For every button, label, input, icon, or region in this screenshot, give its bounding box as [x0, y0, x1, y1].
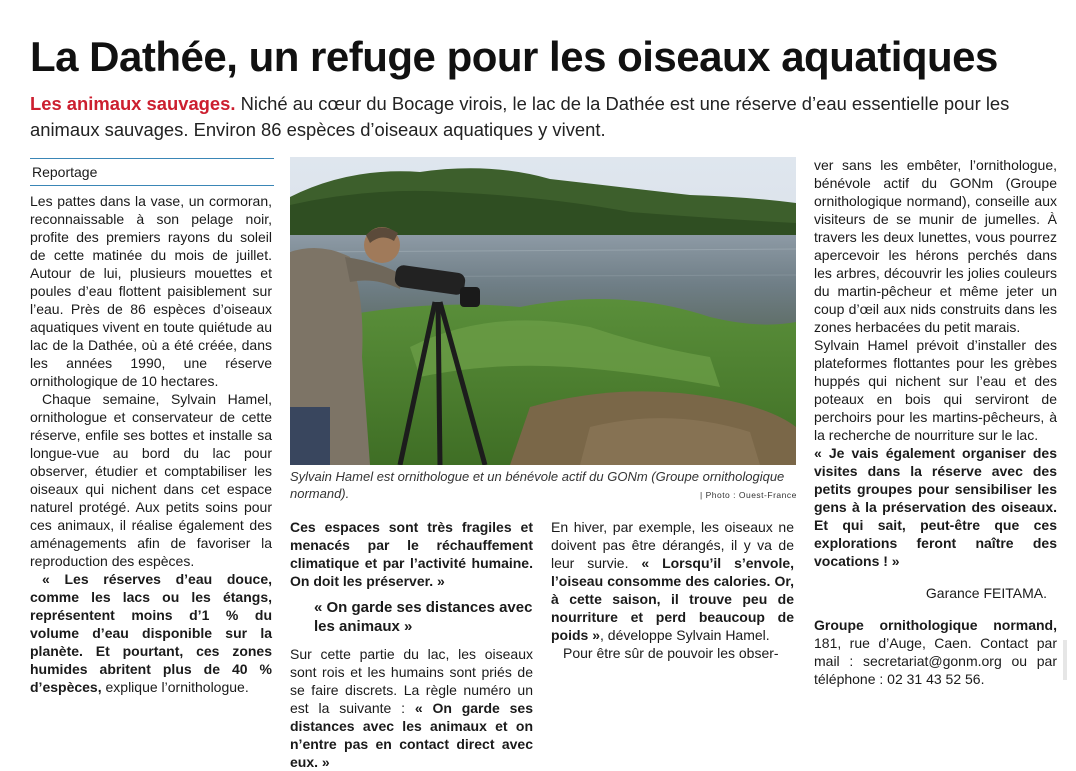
photo-credit: | Photo : Ouest-France: [700, 490, 797, 500]
article-column-3: [551, 518, 794, 662]
standfirst: [30, 91, 1050, 143]
contact-info: [814, 616, 1057, 688]
contact-details: 181, rue d’Auge, Caen. Contact par mail : secretariat@gonm.org ou par téléphone : 02 31 43 52 56.: [814, 635, 1057, 687]
quote-calories: « Lorsqu’il s’envole, l’oiseau consomme des calories. Or, à cette saison, il trouve peu de nourriture et perd beaucoup de poids »: [551, 555, 795, 643]
quote-fragile: Ces espaces sont très fragiles et menacés par le réchauffement climatique et par l’activité humaine. On doit les préserver. »: [290, 519, 533, 589]
photo-caption: Sylvain Hamel est ornithologue et un bénévole actif du GONm (Groupe ornithologique normand).: [290, 469, 785, 501]
article-column-2: [290, 518, 533, 771]
author-signature: Garance FEITAMA.: [925, 585, 1047, 601]
paragraph-4-end: , développe Sylvain Hamel.: [600, 627, 770, 643]
quote-reserves: « Les réserves d’eau douce, comme les lacs ou les étangs, représentent moins d’1 % du volume d’eau disponible sur la planète. Et pourtant, ces zones humides abritent plus de 40 % d’espèces,: [30, 571, 272, 695]
article-photo: [290, 157, 796, 465]
paragraph-5: Pour être sûr de pouvoir les obser-: [563, 645, 779, 661]
standfirst-kicker: Les animaux sauvages.: [30, 93, 236, 114]
quote-visites: « Je vais également organiser des visites dans la réserve avec des petits groupes pour sensibiliser les gens à la préservation des oiseaux. Et qui sait, peut-être que ces explorations feront naître des vocations ! »: [814, 445, 1057, 569]
intertitle: « On garde ses distances avec les animaux »: [314, 599, 533, 635]
paragraph-5-continued: ver sans les embêter, l’ornithologue, bénévole actif du GONm (Groupe ornithologique normand), conseille aux visiteurs de se munir de jumelles. À travers les deux lunettes, vous pourrez apercevoir les hérons perchés dans les arbres, découvrir les jolies couleurs du martin-pêcheur et même jeter un coup d’œil aux nids construits dans les zones herbacées du petit marais.: [814, 157, 1057, 335]
headline: La Dathée, un refuge pour les oiseaux aquatiques: [30, 33, 998, 80]
article-column-1: [30, 192, 272, 696]
paragraph-3: [30, 570, 272, 696]
paragraph-6: Sylvain Hamel prévoit d’installer des plateformes flottantes pour les grèbes huppés qui nichent sur l’eau et des poteaux en bois qui serviront de perchoirs pour les martins-pêcheurs, à la recherche de nourriture sur le lac.: [814, 337, 1057, 443]
standfirst-text: Niché au cœur du Bocage virois, le lac de la Dathée est une réserve d’eau essentielle pour les animaux sauvages. Environ 86 espèces d’oiseaux aquatiques y vivent.: [30, 93, 1010, 140]
paragraph-4-text: Sur cette partie du lac, les oiseaux sont rois et les humains sont priés de se faire discrets. La règle numéro un est la suivante :: [290, 646, 533, 716]
paragraph-2: Chaque semaine, Sylvain Hamel, ornithologue et conservateur de cette réserve, enfile ses bottes et installe sa longue-vue au bord du lac pour observer, étudier et comptabiliser les oiseaux qui nichent dans cet espace naturel protégé. Aux petits soins pour ces animaux, il réalise également des aménagements afin de favoriser la reproduction des espèces.: [30, 391, 272, 569]
section-label: Reportage: [30, 158, 274, 186]
page-edge-mark: [1063, 640, 1067, 680]
lake-photo-illustration: [290, 157, 796, 465]
contact-org: Groupe ornithologique normand,: [814, 617, 1057, 633]
paragraph-4-cont: En hiver, par exemple, les oiseaux ne doivent pas être dérangés, il y va de leur survie.: [551, 519, 794, 571]
paragraph-1: Les pattes dans la vase, un cormoran, reconnaissable à son pelage noir, profite des premiers rayons du soleil de cette matinée du mois de juillet. Autour de lui, plusieurs mouettes et poules d’eau flottent paisiblement sur l’eau. Près de 86 espèces d’oiseaux aquatiques vivent en toute quiétude au lac de la Dathée, où a été créée, dans les années 1990, une réserve ornithologique de 10 hectares.: [30, 193, 272, 389]
paragraph-4: [290, 645, 533, 771]
quote-distances: « On garde ses distances avec les animaux et on n’entre pas en contact direct avec eux. »: [290, 700, 533, 770]
attribution-text: explique l’ornithologue.: [101, 679, 249, 695]
article-column-4: [814, 156, 1057, 688]
